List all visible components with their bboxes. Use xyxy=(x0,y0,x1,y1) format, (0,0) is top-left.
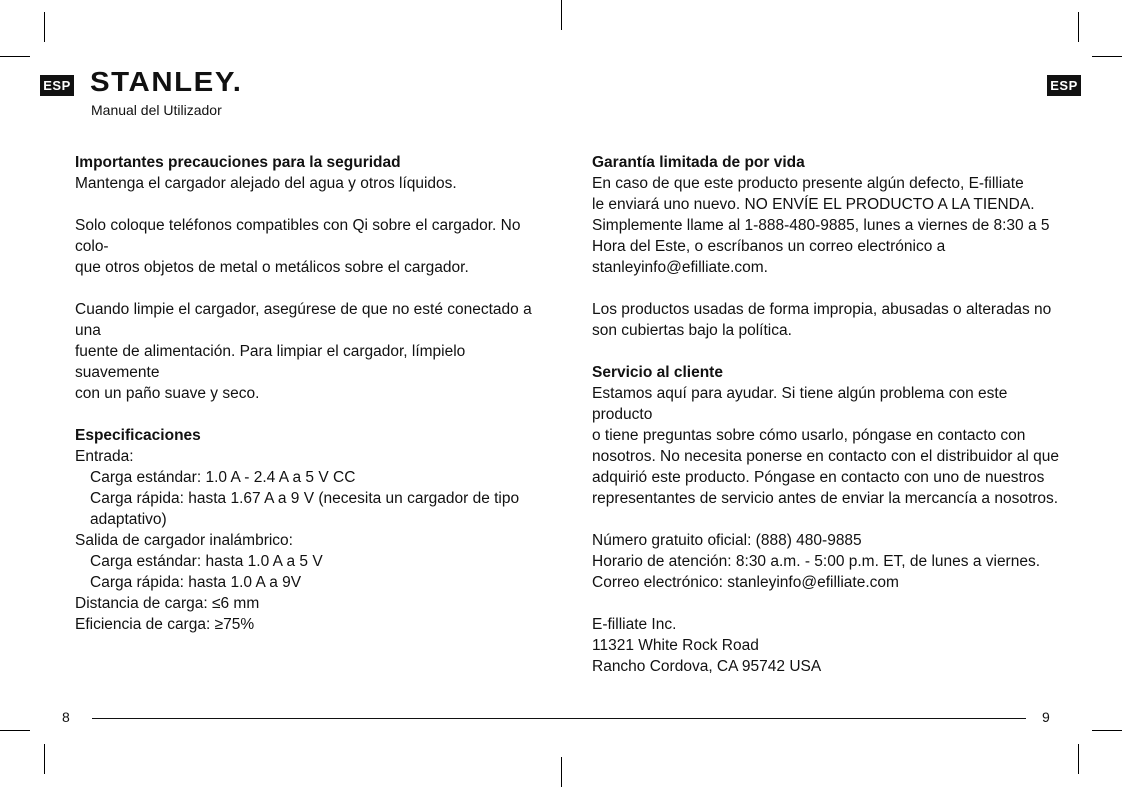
address-line: 11321 White Rock Road xyxy=(592,637,759,654)
service-title: Servicio al cliente xyxy=(592,364,723,381)
text-line: nosotros. No necesita ponerse en contacto con el distribuidor al que xyxy=(592,448,1060,465)
text-line: Los productos usadas de forma impropia, abusadas o alteradas no xyxy=(592,301,1052,318)
language-badge-left: ESP xyxy=(40,75,74,96)
text-line: representantes de servicio antes de enviar la mercancía a nosotros. xyxy=(592,490,1059,507)
warranty-title: Garantía limitada de por vida xyxy=(592,154,805,171)
left-page-content xyxy=(75,152,545,635)
text-line: o tiene preguntas sobre cómo usarlo, póngase en contacto con xyxy=(592,427,1026,444)
address-line: E-filliate Inc. xyxy=(592,616,677,633)
text-line: Hora del Este, o escríbanos un correo electrónico a xyxy=(592,238,946,255)
contact-info xyxy=(592,530,1062,593)
text-line: Solo coloque teléfonos compatibles con Qi sobre el cargador. No colo- xyxy=(75,217,521,255)
crop-mark xyxy=(561,757,562,787)
spec-input-fast-cont: adaptativo) xyxy=(90,511,167,528)
spec-input-fast: Carga rápida: hasta 1.67 A a 9 V (necesita un cargador de tipo xyxy=(90,490,520,507)
service-paragraph xyxy=(592,383,1062,509)
spec-output-label: Salida de cargador inalámbrico: xyxy=(75,532,293,549)
text-line: Cuando limpie el cargador, asegúrese de que no esté conectado a una xyxy=(75,301,532,339)
page-number-right: 9 xyxy=(1042,709,1050,725)
warranty-paragraph-2 xyxy=(592,299,1062,341)
text-line: le enviará uno nuevo. NO ENVÍE EL PRODUCTO A LA TIENDA. xyxy=(592,196,1035,213)
footer-divider xyxy=(92,718,1026,719)
page-number-left: 8 xyxy=(62,709,70,725)
crop-mark xyxy=(1078,744,1079,774)
text-line: stanleyinfo@efilliate.com. xyxy=(592,259,768,276)
crop-mark xyxy=(44,12,45,42)
language-badge-right: ESP xyxy=(1047,75,1081,96)
right-page-content xyxy=(592,152,1062,698)
stanley-logo: STANLEY. xyxy=(90,66,243,97)
spec-input-standard: Carga estándar: 1.0 A - 2.4 A a 5 V CC xyxy=(90,469,356,486)
spec-output-standard: Carga estándar: hasta 1.0 A a 5 V xyxy=(90,553,323,570)
crop-mark xyxy=(561,0,562,30)
manual-subtitle: Manual del Utilizador xyxy=(91,102,222,118)
contact-email: Correo electrónico: stanleyinfo@efilliate.com xyxy=(592,574,899,591)
specs-title: Especificaciones xyxy=(75,427,201,444)
warranty-paragraph-1 xyxy=(592,173,1062,278)
text-line: Mantenga el cargador alejado del agua y otros líquidos. xyxy=(75,175,457,192)
text-line: fuente de alimentación. Para limpiar el cargador, límpielo suavemente xyxy=(75,343,466,381)
text-line: Estamos aquí para ayudar. Si tiene algún problema con este producto xyxy=(592,385,1008,423)
safety-paragraph-3 xyxy=(75,299,545,404)
spec-distance: Distancia de carga: ≤6 mm xyxy=(75,595,260,612)
text-line: son cubiertas bajo la política. xyxy=(592,322,792,339)
crop-mark xyxy=(44,744,45,774)
crop-mark xyxy=(1092,730,1122,731)
safety-paragraph-2 xyxy=(75,215,545,278)
contact-hours: Horario de atención: 8:30 a.m. - 5:00 p.m. ET, de lunes a viernes. xyxy=(592,553,1041,570)
text-line: con un paño suave y seco. xyxy=(75,385,260,402)
specs-list xyxy=(75,446,545,635)
safety-title: Importantes precauciones para la seguridad xyxy=(75,154,401,171)
contact-phone: Número gratuito oficial: (888) 480-9885 xyxy=(592,532,862,549)
safety-paragraph-1 xyxy=(75,173,545,194)
crop-mark xyxy=(0,730,30,731)
spec-efficiency: Eficiencia de carga: ≥75% xyxy=(75,616,255,633)
address-line: Rancho Cordova, CA 95742 USA xyxy=(592,658,822,675)
text-line: que otros objetos de metal o metálicos sobre el cargador. xyxy=(75,259,469,276)
crop-mark xyxy=(0,56,30,57)
spec-input-label: Entrada: xyxy=(75,448,134,465)
text-line: Simplemente llame al 1-888-480-9885, lunes a viernes de 8:30 a 5 xyxy=(592,217,1050,234)
text-line: En caso de que este producto presente algún defecto, E-filliate xyxy=(592,175,1024,192)
crop-mark xyxy=(1092,56,1122,57)
spec-output-fast: Carga rápida: hasta 1.0 A a 9V xyxy=(90,574,302,591)
crop-mark xyxy=(1078,12,1079,42)
text-line: adquirió este producto. Póngase en contacto con uno de nuestros xyxy=(592,469,1045,486)
company-address xyxy=(592,614,1062,677)
